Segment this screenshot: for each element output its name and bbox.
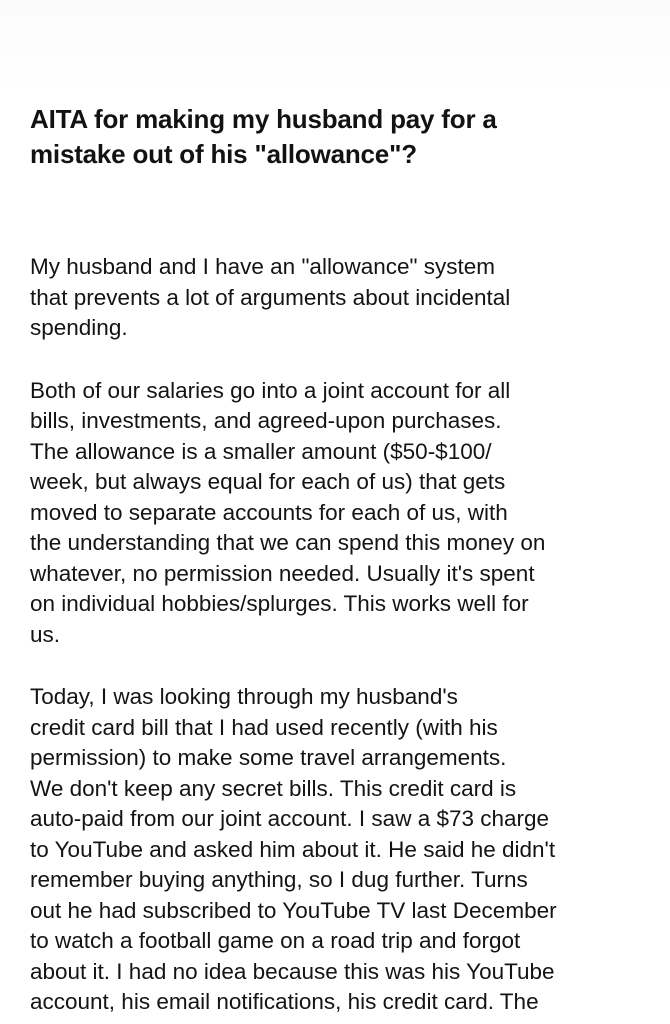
post-title-line: AITA for making my husband pay for a (30, 104, 497, 134)
paragraph-line: permission) to make some travel arrangements. (30, 745, 507, 770)
paragraph-line: on individual hobbies/splurges. This works well for (30, 591, 529, 616)
post-body (30, 252, 642, 1018)
paragraph-line: Today, I was looking through my husband's (30, 684, 458, 709)
paragraph-line: that prevents a lot of arguments about incidental (30, 284, 511, 310)
post-title (30, 102, 642, 172)
paragraph-line: The allowance is a smaller amount ($50-$100/ (30, 438, 492, 464)
paragraph-line: week, but always equal for each of us) that gets (30, 469, 506, 494)
paragraph-line: Both of our salaries go into a joint account for all (30, 377, 511, 403)
paragraph-line: credit card bill that I had used recently (with his (30, 714, 498, 740)
paragraph-line: We don't keep any secret bills. This credit card is (30, 775, 517, 801)
paragraph-line: about it. I had no idea because this was his YouTube (30, 958, 555, 984)
paragraph-line: remember buying anything, so I dug further. Turns (30, 867, 528, 892)
paragraph-line: bills, investments, and agreed-upon purchases. (30, 408, 502, 433)
paragraph-line: to YouTube and asked him about it. He said he didn't (30, 836, 556, 862)
paragraph-line: My husband and I have an "allowance" system (30, 254, 495, 279)
paragraph-line: out he had subscribed to YouTube TV last December (30, 897, 557, 923)
post-paragraph (30, 682, 642, 1018)
paragraph-line: the understanding that we can spend this money on (30, 530, 546, 555)
top-fade (0, 0, 670, 90)
post (30, 102, 642, 1024)
post-paragraph (30, 376, 642, 651)
paragraph-line: moved to separate accounts for each of us, with (30, 499, 508, 525)
paragraph-line: to watch a football game on a road trip and forgot (30, 928, 521, 953)
paragraph-line: us. (30, 621, 61, 647)
paragraph-line: whatever, no permission needed. Usually it's spent (30, 560, 535, 586)
paragraph-line: auto-paid from our joint account. I saw a $73 charge (30, 806, 550, 831)
post-title-line: mistake out of his "allowance"? (30, 139, 417, 169)
paragraph-line: spending. (30, 315, 128, 340)
post-paragraph (30, 252, 642, 344)
paragraph-line: account, his email notifications, his credit card. The (30, 989, 539, 1014)
